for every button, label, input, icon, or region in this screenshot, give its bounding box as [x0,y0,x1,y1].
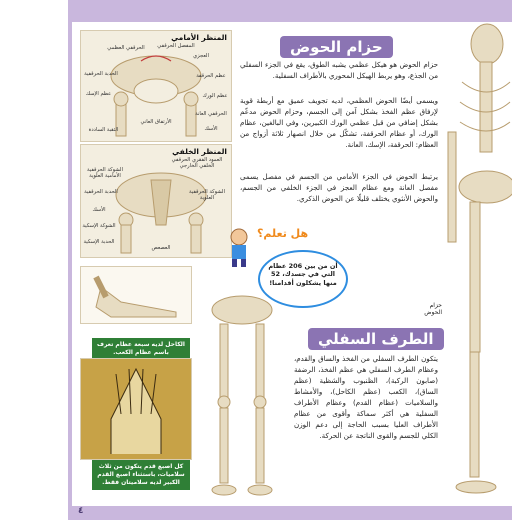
back-label-5: الأسك [92,207,106,213]
foot-side-panel [80,266,192,324]
front-view-panel [80,30,232,142]
back-label-8: الحدبة الإسكية [83,239,115,245]
front-view-title: المنظر الأمامي [171,33,227,42]
frame-top-bar [68,0,512,22]
toes-callout: كل اصبع قدم يتكون من ثلاث سلاميات، باستثناء اصبع القدم الكبير لديه سلاميتان فقط. [92,460,190,490]
front-label-7: عظم الإسك [85,91,112,97]
legs-skeleton-illustration [202,292,282,502]
pelvis-paragraph-3: يرتبط الحوض في الجزء الأمامي من الجسم في مفصل يسمى مفصل العانة ومع عظام العجز في الجزء الخلفي من الجسم، والحوض الأنثوي يختلف قليلًا عن الحوض الذكري. [240,172,438,203]
did-you-know-text: أن من بين 206 عظام التي في جسدك، 52 منها يشكلون أقدامنا! [268,262,338,287]
page-number: ٤ [78,506,84,516]
back-view-panel [80,144,232,258]
hip-girdle-label: حزام الحوض [424,302,442,316]
foot-top-illustration [81,359,191,459]
foot-top-panel [80,358,192,460]
frame-bottom-bar [68,506,512,520]
kid-icon [222,227,256,267]
page-content [72,22,512,506]
back-label-2: الشوكة الحرقفية الأمامية العلوية [87,167,123,179]
front-label-4: الحدبة الحرقفية [84,71,118,77]
back-label-6: العصعص [151,245,171,251]
pelvis-paragraph-2: ويسمى أيضًا الحوض العظمي، لديه تجويف عميق مع أربطة قوية لإرفاق عظم الفخذ بشكل آمن إلى الجسم، وحزام الحوض مدعّم بشكل إضافي من قبل عظمي الورك الكبيرين، وفي البالغين، عظام الورك، أو عظام الحرقفة، تشكّل من خلال انصهار ثلاثة أزواج من العظام: الحرقفة، الإسك، العانة. [240,96,438,149]
front-label-10: الأسك [204,126,218,132]
foot-side-illustration [81,267,191,323]
back-view-title: المنظر الخلفي [172,147,227,156]
ankle-callout: الكاحل لديه سبعة عظام تعرف باسم عظام الكعب. [92,338,190,360]
did-you-know-title: هل تعلم؟ [257,227,309,240]
pelvis-title: حزام الحوض [280,36,393,58]
front-label-1: المفصل الحرقفي [157,43,195,49]
back-label-3: الحدبة الحرقفية [84,189,118,195]
back-label-4: الشوكة الحرقفية العلوية [189,189,225,201]
back-label-1: العمود الفقري الحرقفي الخلفي الخارجي [171,157,223,169]
front-label-5: عظم الحرقفة [196,73,226,79]
lower-limb-title: الطرف السفلي [308,328,444,350]
front-label-9: الأرتفاق العاني [140,119,172,125]
lower-limb-paragraph: يتكون الطرف السفلي من الفخذ والساق والقدم، وعظام الطرف السفلي هي عظم الفخذ، الرضفة (صابون الركبة)، الظنبوب والشظية (عظم الساق)، الكعب (عظم الكاحل)، والأمشاط والسلاميات (عظام القدم) وعظام الأطراف السفلية هي أكثر سماكة وأقوى من عظام الأطراف العليا بسبب الحاجة إلى دعم الوزن الكلي للجسم والقوى الناتجة عن الحركة. [294,354,438,440]
skeleton-illustration [442,22,512,506]
front-label-11: الثقبة الساددة [88,127,119,133]
pelvis-paragraph-1: حزام الحوض هو هيكل عظمي يشبه الطوق، يقع في الجزء السفلي من الجذع، وهو يربط الهيكل المحوري بالأطراف السفلية. [240,60,438,80]
front-label-6: عظم الورك [202,93,228,99]
front-label-2: الحرقفي العظمي [107,45,145,51]
front-label-8: الحرقفي العانة [195,111,227,117]
front-label-3: العجزي [193,53,209,59]
back-label-7: الشوكة الإسكية [82,223,116,229]
